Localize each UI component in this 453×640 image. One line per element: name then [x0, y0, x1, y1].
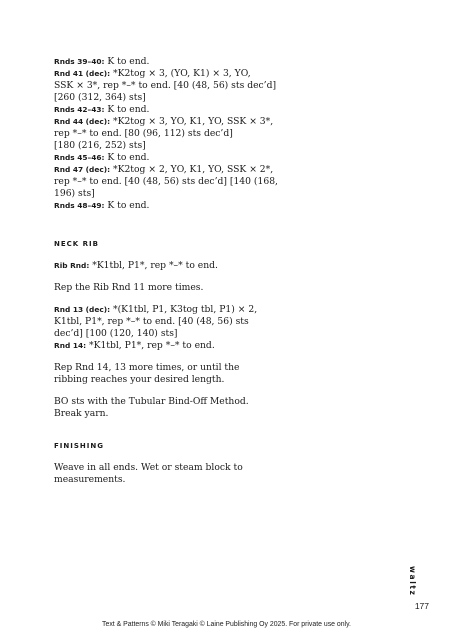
round-text: K to end.: [107, 152, 150, 163]
round-line: [54, 176, 294, 188]
round-text: *K2tog × 3, YO, K1, YO, SSK × 3*,: [113, 116, 274, 127]
round-label: Rnd 14:: [54, 341, 87, 350]
pattern-content: [54, 56, 294, 496]
round-line: [54, 164, 294, 176]
paragraph-line: measurements.: [54, 474, 126, 485]
round-text: [260 (312, 364) sts]: [54, 92, 146, 103]
round-line: [54, 92, 294, 104]
round-label: Rnd 47 (dec):: [54, 165, 111, 174]
paragraph-line: Break yarn.: [54, 408, 109, 419]
finishing-heading: FINISHING: [54, 442, 104, 450]
round-text: K to end.: [107, 56, 150, 67]
round-text: *K1tbl, P1*, rep *–* to end.: [88, 340, 215, 351]
decrease-rounds-section: [54, 56, 294, 212]
round-text: K1tbl, P1*, rep *–* to end. [40 (48, 56) sts: [54, 316, 249, 327]
repeat-rnd14-paragraph: [54, 362, 294, 386]
round-label: Rnd 13 (dec):: [54, 305, 111, 314]
round-text: [180 (216, 252) sts]: [54, 140, 146, 151]
round-line: [54, 104, 294, 116]
paragraph-line: Rep Rnd 14, 13 more times, or until the: [54, 362, 240, 373]
round-text: K to end.: [107, 200, 150, 211]
round-text: dec’d] [100 (120, 140) sts]: [54, 328, 178, 339]
round-label: Rnd 44 (dec):: [54, 117, 111, 126]
round-line: [54, 316, 294, 328]
neck-rib-heading: NECK RIB: [54, 240, 99, 248]
paragraph-line: ribbing reaches your desired length.: [54, 374, 225, 385]
round-text: *K1tbl, P1*, rep *–* to end.: [92, 260, 218, 271]
copyright-footer: Text & Patterns © Miki Teragaki © Laine Publishing Oy 2025. For private use only.: [102, 621, 351, 628]
round-line: [54, 152, 294, 164]
round-text: *(K1tbl, P1, K3tog tbl, P1) × 2,: [113, 304, 258, 315]
round-label: Rib Rnd:: [54, 261, 90, 270]
round-line: [54, 116, 294, 128]
round-line: [54, 304, 294, 316]
round-line: [54, 328, 294, 340]
sidebar-pattern-name: waltz: [408, 566, 417, 597]
rib-round-line: [54, 260, 294, 272]
round-line: [54, 340, 294, 352]
round-text: *K2tog × 3, (YO, K1) × 3, YO,: [113, 68, 251, 79]
round-line: [54, 188, 294, 200]
round-line: [54, 128, 294, 140]
page-number: 177: [414, 601, 429, 611]
round-label: Rnds 48–49:: [54, 201, 105, 210]
round-text: 196) sts]: [54, 188, 95, 199]
finishing-paragraph: [54, 462, 294, 486]
round-text: rep *–* to end. [40 (48, 56) sts dec’d] [140 (168,: [54, 176, 278, 187]
round-line: [54, 140, 294, 152]
round-label: Rnds 45–46:: [54, 153, 105, 162]
round-line: [54, 68, 294, 80]
rnd13-section: [54, 304, 294, 352]
round-line: [54, 200, 294, 212]
repeat-instruction: Rep the Rib Rnd 11 more times.: [54, 282, 204, 293]
round-text: rep *–* to end. [80 (96, 112) sts dec’d]: [54, 128, 233, 139]
bind-off-paragraph: [54, 396, 294, 420]
paragraph-line: Weave in all ends. Wet or steam block to: [54, 462, 243, 473]
round-text: SSK × 3*, rep *–* to end. [40 (48, 56) sts dec’d]: [54, 80, 277, 91]
round-label: Rnds 42–43:: [54, 105, 105, 114]
round-label: Rnds 39–40:: [54, 57, 105, 66]
round-line: [54, 80, 294, 92]
paragraph-line: BO sts with the Tubular Bind-Off Method.: [54, 396, 249, 407]
round-line: [54, 56, 294, 68]
round-text: *K2tog × 2, YO, K1, YO, SSK × 2*,: [113, 164, 274, 175]
round-label: Rnd 41 (dec):: [54, 69, 111, 78]
round-text: K to end.: [107, 104, 150, 115]
